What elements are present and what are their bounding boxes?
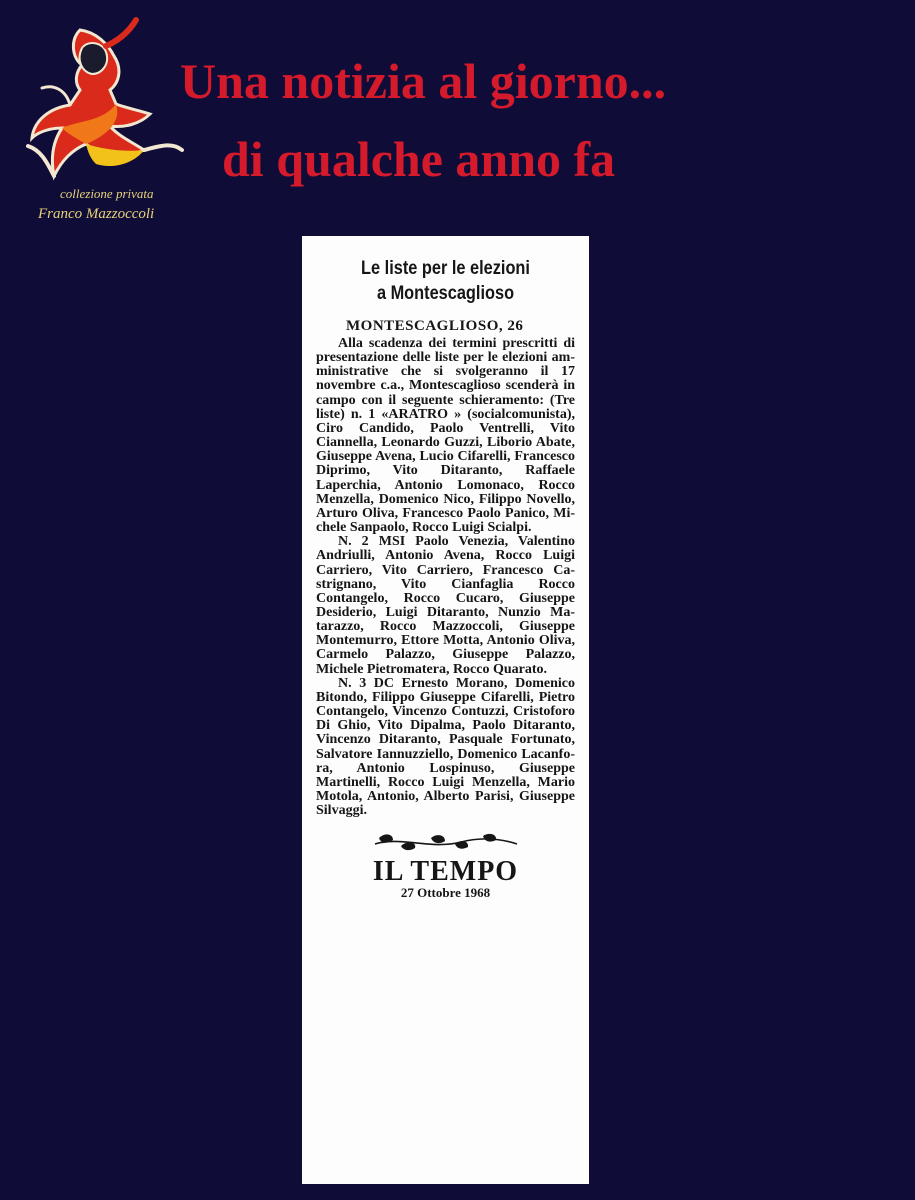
article-dateline: MONTESCAGLIOSO, 26: [346, 318, 524, 334]
logo-caption-owner: Franco Mazzoccoli: [38, 206, 155, 222]
collection-logo: [10, 10, 190, 225]
article-paragraph-list-2: N. 2 MSI Paolo Venezia, Valentino Andriulli, Antonio Avena, Rocco Luigi Carriero, Vito Carriero, Francesco Castrignano, Vito Cianfaglia Rocco Contangelo, Rocco Cucaro, Giuseppe Desiderio, Luigi Ditaranto, Nunzio Matarazzo, Rocco Mazzoccoli, Giuseppe Montemurro, Ettore Motta, Antonio Oliva, Carmelo Palazzo, Giuseppe Palazzo, Michele Pietromatera, Rocco Quarato.: [316, 534, 575, 677]
dancer-logo-icon: [10, 10, 190, 190]
newspaper-clipping: [302, 236, 589, 1184]
logo-caption-collection: collezione privata: [60, 186, 154, 201]
article-paragraph-list-1: Alla scadenza dei termini prescritti di presentazione delle liste per le elezioni amministrative che si svolgeranno il 17 novembre c.a., Montescaglioso scenderà in campo con il seguente schieramento: (Tre liste) n. 1 «ARATRO » (socialcomunista), Ciro Candido, Paolo Ventrelli, Vito Ciannella, Leonardo Guzzi, Liborio Abate, Giuseppe Avena, Lucio Cifarelli, Francesco Diprimo, Vito Ditaranto, Raffaele Laperchia, Antonio Lomonaco, Rocco Menzella, Domenico Nico, Filippo Novello, Arturo Oliva, Francesco Paolo Panico, Michele Sanpaolo, Rocco Luigi Scialpi.: [316, 336, 575, 536]
newspaper-date: 27 Ottobre 1968: [400, 885, 491, 901]
page-headline-line2: di qualche anno fa: [222, 131, 616, 187]
article-title-line2: a Montescaglioso: [376, 283, 515, 304]
article-title-line1: Le liste per le elezioni: [361, 258, 530, 279]
article-paragraph-list-3: N. 3 DC Ernesto Morano, Domenico Bitondo, Filippo Giuseppe Cifarelli, Pietro Contangelo, Vincenzo Contuzzi, Cristoforo Di Ghio, Vito Dipalma, Paolo Ditaranto, Vincenzo Ditaranto, Pasquale Fortunato, Salvatore Iannuzziello, Domenico Lacanfora, Antonio Lospinuso, Giuseppe Martinelli, Rocco Luigi Menzella, Mario Motola, Antonio, Alberto Parisi, Giuseppe Silvaggi.: [316, 675, 575, 819]
page-headline-line1: Una notizia al giorno...: [180, 53, 667, 109]
article-body: [316, 337, 575, 818]
vine-ornament-icon: [371, 830, 521, 854]
newspaper-masthead: IL TEMPO: [372, 856, 519, 888]
